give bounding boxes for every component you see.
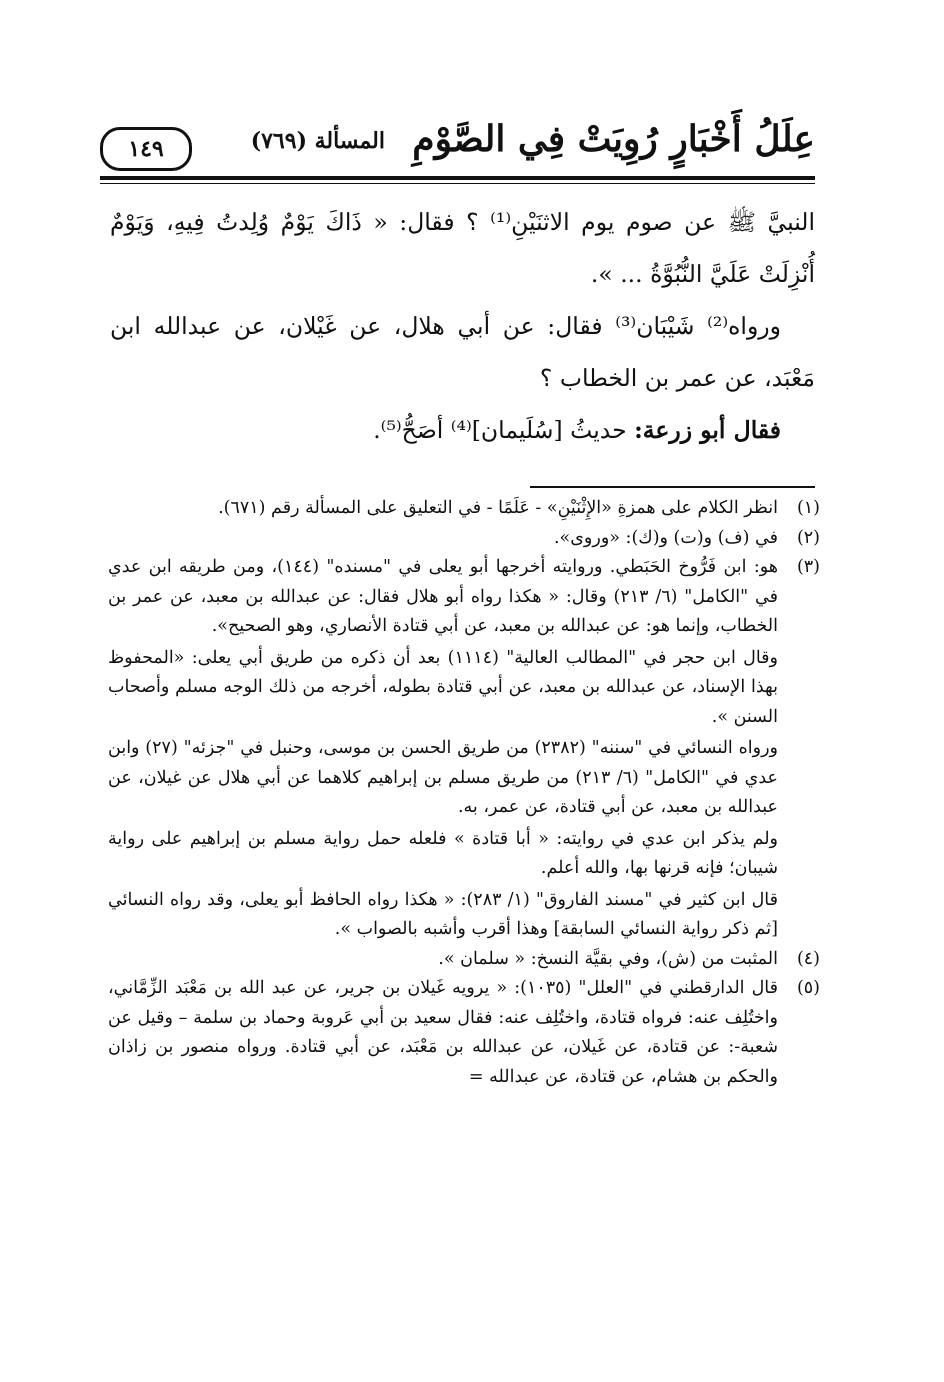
footnote-1 <box>108 494 820 524</box>
footnote-text: المثبت من (ش)، وفي بقيَّة النسخ: « سلمان ». <box>438 948 778 969</box>
footnote-number: (٤) <box>796 948 820 969</box>
main-paragraph-2: ورواه⁽²⁾ شَيْبَان⁽³⁾ فقال: عن أبي هلال، عن غَيْلان، عن عبدالله ابن مَعْبَد، عن عمر بن الخطاب ؟ <box>110 312 815 392</box>
main-paragraph-3-rest: حديثُ [سُلَيمان]⁽⁴⁾ أصَحُّ⁽⁵⁾. <box>373 416 627 444</box>
footnote-text: وقال ابن حجر في "المطالب العالية" (١١١٤) بعد أن ذكره من طريق أبي يعلى: «المحفوظ بهذا الإسناد، عن عبدالله بن معبد، عن أبي قتادة بطوله، أخرجه من ذلك الوجه مسلم وأصحاب السنن ». <box>108 647 778 727</box>
page-number-badge <box>100 127 192 171</box>
footnote-number: (٢) <box>796 527 820 548</box>
main-paragraph-3-bold: فقال أبو زرعة: <box>634 416 781 444</box>
main-text <box>110 196 815 456</box>
footnote-5 <box>108 974 820 1092</box>
footnote-text: قال ابن كثير في "مسند الفاروق" (١/ ٢٨٣): « هكذا رواه الحافظ أبو يعلى، وقد رواه النسائي [ثم ذكر رواية النسائي السابقة] وهذا أقرب وأشبه بالصواب ». <box>108 889 778 939</box>
footnote-text: انظر الكلام على همزةِ «الإِثْنَيْنِ» - عَلَمًا - في التعليق على المسألة رقم (٦٧١). <box>218 498 778 518</box>
footnote-text: ورواه النسائي في "سننه" (٢٣٨٢) من طريق الحسن بن موسى، وحنبل في "جزئه" (٢٧) وابن عدي في "الكامل" (٦/ ٢١٣) من طريق مسلم بن إبراهيم كلاهما عن أبي هلال عن غيلان، عن عبدالله بن معبد، عن أبي قتادة، عن عمر، به. <box>108 738 778 817</box>
main-paragraph-3 <box>110 404 815 456</box>
footnote-2 <box>108 524 820 554</box>
page-number: ١٤٩ <box>128 136 164 162</box>
footnote-number: (٥) <box>796 978 820 998</box>
main-paragraph-1: النبيَّ ﷺ عن صوم يوم الاثنَيْنِ⁽¹⁾ ؟ فقال: « ذَاكَ يَوْمٌ وُلِدتُ فِيهِ، وَيَوْمٌ أُنْزِلَتْ عَلَيَّ النُّبُوَّةُ ... ». <box>110 208 815 288</box>
footnote-text: هو: ابن فَرُّوخ الحَبَطي. وروايته أخرجها أبو يعلى في "مسنده" (١٤٤)، ومن طريقه ابن عدي في "الكامل" (٦/ ٢١٣) وقال: « هكذا رواه أبو هلال فقال: عن عبدالله بن معبد، عن عمر بن الخطاب، وإنما هو: عن عبدالله بن معبد، عن أبي قتادة الأنصاري، وهو الصحيح». <box>108 557 778 636</box>
issue-label: المسألة (٧٦٩) <box>250 128 385 154</box>
footnote-text: ولم يذكر ابن عدي في روايته: « أبا قتادة » فلعله حمل رواية مسلم بن إبراهيم على رواية شيبان؛ فإنه قرنها بها، والله أعلم. <box>108 828 778 878</box>
footnotes <box>108 494 820 1092</box>
running-header <box>100 112 815 174</box>
footnote-4 <box>108 945 820 975</box>
footnote-text: في (ف) و(ت) و(ك): «وروى». <box>553 527 778 548</box>
footnote-number: (٣) <box>796 557 820 577</box>
footnote-text: قال الدارقطني في "العلل" (١٠٣٥): « يرويه غَيلان بن جرير، عن عبد الله بن مَعْبَد الزِّمَّاني، واختُلِف عنه: فرواه قتادة، واختُلِف عنه: فقال سعيد بن أبي عَروبة وحماد بن سلمة – وقيل عن شعبة-: عن قتادة، عن غَيلان، عن عبدالله بن مَعْبَد، عن أبي قتادة. ورواه منصور بن زاذان والحكم بن هشام، عن قتادة، عن عبدالله = <box>108 978 778 1087</box>
book-title: عِلَلُ أَخْبَارٍ رُوِيَتْ فِي الصَّوْمِ <box>412 118 815 160</box>
footnote-number: (١) <box>796 498 820 518</box>
footnote-3 <box>108 553 820 945</box>
header-rule-thin <box>100 183 815 184</box>
footnote-divider <box>530 486 815 488</box>
header-rule-thick <box>100 176 815 180</box>
